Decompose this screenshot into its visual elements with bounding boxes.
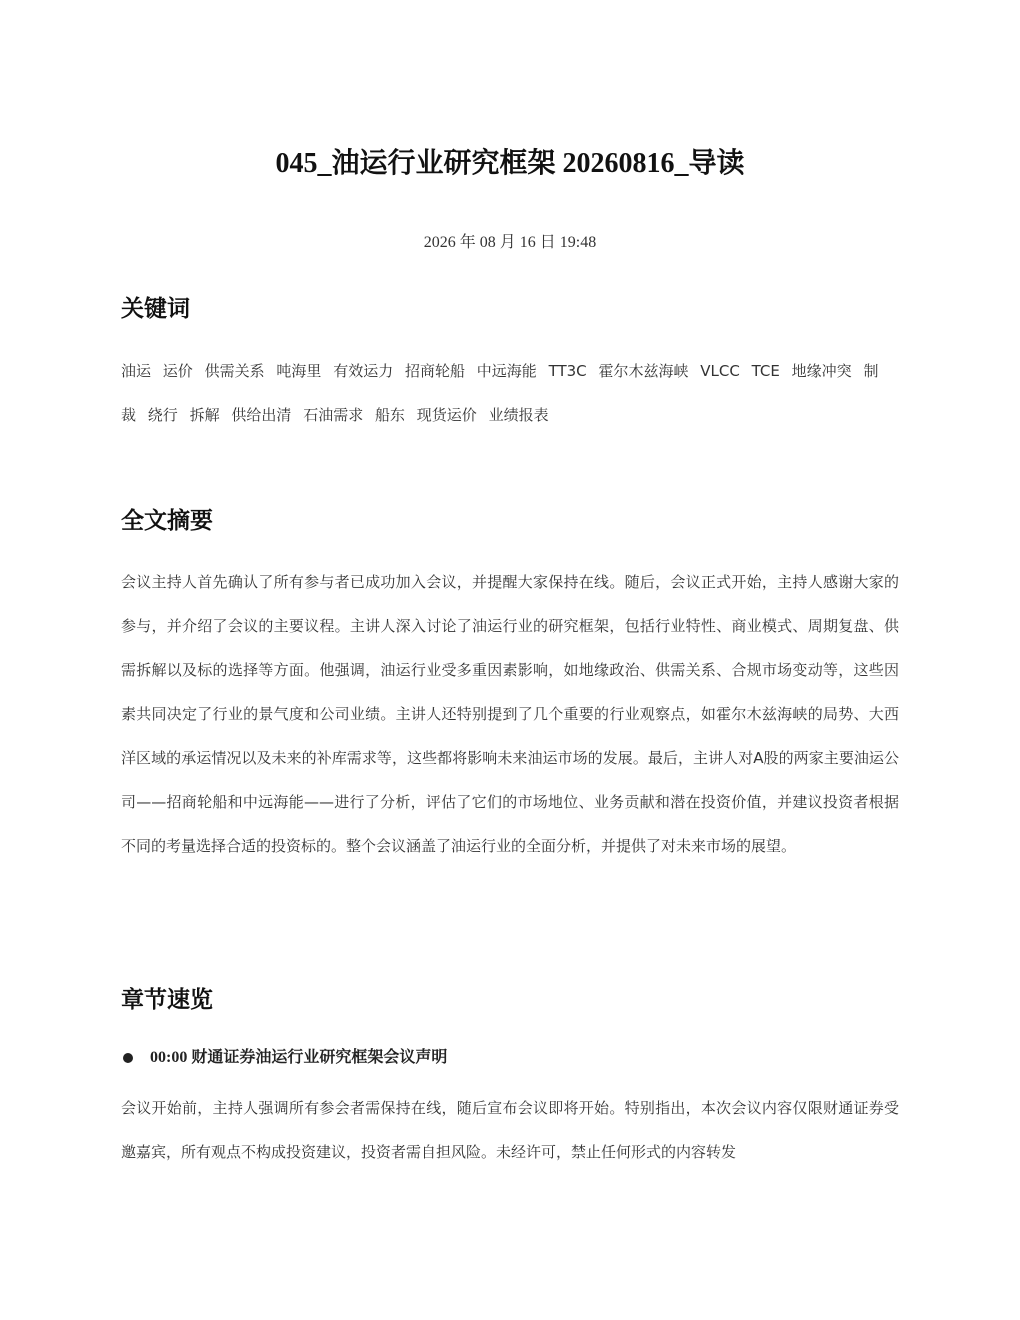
keyword-item: 招商轮船 (404, 362, 465, 380)
keyword-item: 吨海里 (276, 362, 322, 380)
bullet-dot-icon (123, 1053, 133, 1063)
keyword-item: 中远海能 (476, 362, 537, 380)
keyword-item: TT3C (548, 362, 587, 380)
keyword-item: TCE (751, 362, 780, 380)
summary-text: 会议主持人首先确认了所有参与者已成功加入会议，并提醒大家保持在线。随后，会议正式开始，主持人感谢大家的参与，并介绍了会议的主要议程。主讲人深入讨论了油运行业的研究框架，包括行业特性、商业模式、周期复盘、供需拆解以及标的选择等方面。他强调，油运行业受多重因素影响，如地缘政治、供需关系、合规市场变动等，这些因素共同决定了行业的景气度和公司业绩。主讲人还特别提到了几个重要的行业观察点，如霍尔木兹海峡的局势、大西洋区域的承运情况以及未来的补库需求等，这些都将影响未来油运市场的发展。最后，主讲人对A股的两家主要油运公司——招商轮船和中远海能——进行了分析，评估了它们的市场地位、业务贡献和潜在投资价值，并建议投资者根据不同的考量选择合适的投资标的。整个会议涵盖了油运行业的全面分析，并提供了对未来市场的展望。 (121, 573, 899, 855)
keyword-item: 石油需求 (303, 406, 364, 424)
keyword-item: 业绩报表 (488, 406, 549, 424)
chapters-heading: 章节速览 (121, 987, 213, 1013)
keyword-item: 运价 (162, 362, 193, 380)
keyword-item: 制裁 (121, 362, 879, 424)
keyword-item: 有效运力 (333, 362, 394, 380)
chapter-item (121, 1045, 899, 1071)
keyword-item: 供需关系 (204, 362, 265, 380)
keyword-item: 船东 (374, 406, 405, 424)
keywords-heading: 关键词 (121, 296, 190, 322)
keyword-item: VLCC (700, 362, 740, 380)
keyword-item: 地缘冲突 (791, 362, 852, 380)
chapter-text: 会议开始前，主持人强调所有参会者需保持在线，随后宣布会议即将开始。特别指出，本次会议内容仅限财通证券受邀嘉宾，所有观点不构成投资建议，投资者需自担风险。未经许可，禁止任何形式的内容转发 (121, 1099, 899, 1161)
chapter-title: 00:00 财通证券油运行业研究框架会议声明 (150, 1049, 448, 1066)
summary-heading: 全文摘要 (121, 508, 213, 534)
keyword-item: 拆解 (189, 406, 220, 424)
keyword-item: 供给出清 (231, 406, 292, 424)
keyword-item: 现货运价 (416, 406, 477, 424)
keyword-item: 油运 (121, 362, 152, 380)
document-title: 045_油运行业研究框架 20260816_导读 (275, 148, 745, 179)
keyword-item: 霍尔木兹海峡 (598, 362, 689, 380)
document-date: 2026 年 08 月 16 日 19:48 (423, 234, 597, 251)
keyword-item: 绕行 (147, 406, 178, 424)
keyword-list (121, 349, 899, 437)
